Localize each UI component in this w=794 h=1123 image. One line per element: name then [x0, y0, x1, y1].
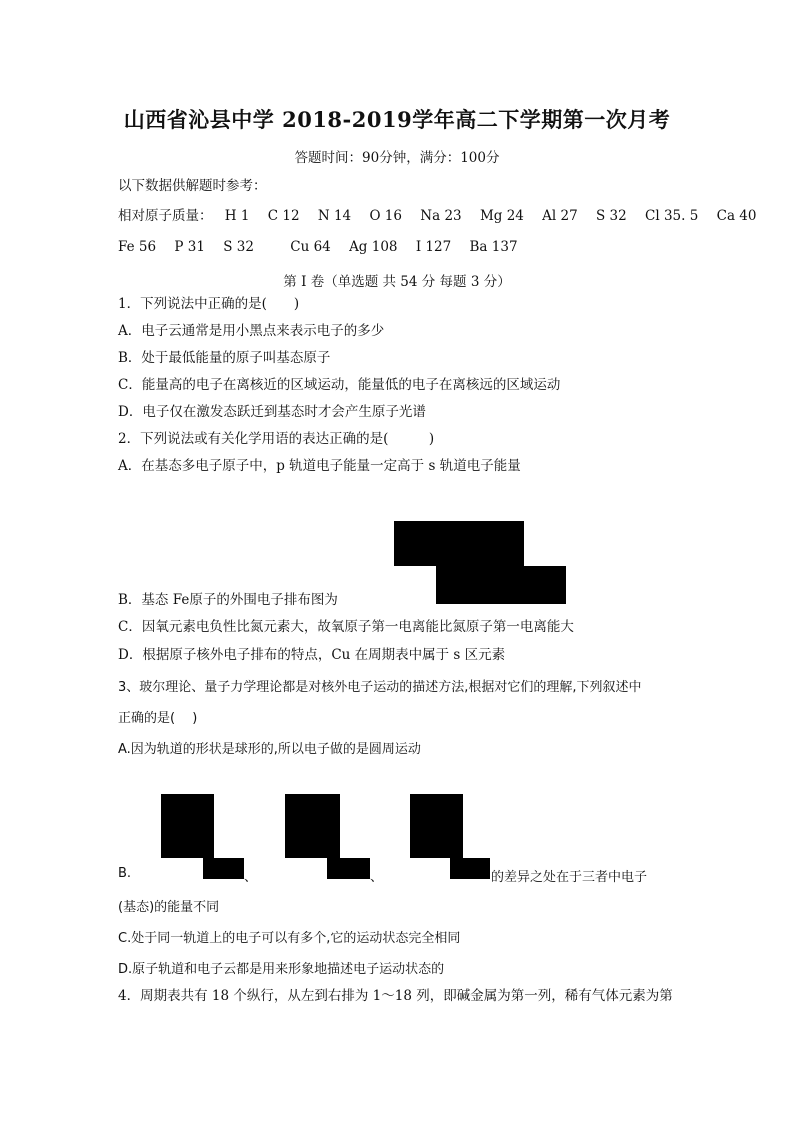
q3-option-b-text: 的差异之处在于三者中电子 — [491, 870, 648, 885]
atomic-mass-item: Fe 56 — [118, 239, 157, 255]
q2-option-a: A．在基态多电子原子中，p 轨道电子能量一定高于 s 轨道电子能量 — [118, 458, 521, 474]
atomic-mass-row-2 — [118, 238, 532, 256]
q2-option-d: D．根据原子核外电子排布的特点，Cu 在周期表中属于 s 区元素 — [118, 647, 506, 663]
atomic-mass-item: Cl 35. 5 — [645, 208, 699, 224]
q1-option-b: B．处于最低能量的原子叫基态原子 — [118, 350, 331, 366]
reference-intro: 以下数据供解题时参考： — [118, 178, 267, 194]
atomic-mass-item: S 32 — [596, 208, 627, 224]
atomic-mass-label: 相对原子质量： — [118, 208, 213, 224]
section-heading: 第 I 卷（单选题 共 54 分 每题 3 分） — [283, 274, 511, 290]
q2-option-b: B．基态 Fe原子的外围电子排布图为 — [118, 592, 338, 608]
q3-stem-line2: 正确的是( ) — [118, 711, 198, 726]
exam-subtitle: 答题时间：90分钟，满分：100分 — [294, 150, 500, 166]
atomic-mass-item: C 12 — [267, 208, 300, 224]
atomic-mass-item: Ba 137 — [469, 239, 518, 255]
q4-stem: 4．周期表共有 18 个纵行，从左到右排为 1～18 列，即碱金属为第一列，稀有气体元素为第 — [118, 988, 673, 1004]
q2-stem: 2．下列说法或有关化学用语的表达正确的是( ) — [118, 431, 435, 447]
atomic-mass-item: O 16 — [369, 208, 402, 224]
atomic-mass-item: Na 23 — [420, 208, 462, 224]
q3-option-b-label: B. — [118, 866, 132, 881]
q1-option-d: D．电子仅在激发态跃迁到基态时才会产生原子光谱 — [118, 404, 426, 420]
atomic-mass-row-1 — [118, 207, 770, 225]
atomic-mass-item: Ag 108 — [349, 239, 398, 255]
q3-option-b-sep2: 、 — [370, 870, 384, 885]
q2-option-c: C．因氧元素电负性比氮元素大，故氧原子第一电离能比氮原子第一电离能大 — [118, 619, 574, 635]
q3-option-b-sep1: 、 — [244, 870, 258, 885]
atomic-mass-item: I 127 — [415, 239, 452, 255]
q1-option-c: C．能量高的电子在离核近的区域运动，能量低的电子在离核远的区域运动 — [118, 377, 561, 393]
atomic-mass-item: S 32 — [223, 239, 254, 255]
atomic-mass-item: N 14 — [317, 208, 352, 224]
atomic-mass-item: Mg 24 — [479, 208, 524, 224]
q3-option-a: A.因为轨道的形状是球形的,所以电子做的是圆周运动 — [118, 742, 421, 757]
q3-option-d: D.原子轨道和电子云都是用来形象地描述电子运动状态的 — [118, 962, 445, 977]
q1-option-a: A．电子云通常是用小黑点来表示电子的多少 — [118, 323, 385, 339]
q3-stem-line1: 3、玻尔理论、量子力学理论都是对核外电子运动的描述方法,根据对它们的理解,下列叙述中 — [118, 680, 642, 695]
q1-stem: 1．下列说法中正确的是( ) — [118, 296, 300, 312]
atomic-mass-item: Cu 64 — [290, 239, 331, 255]
q3-option-c: C.处于同一轨道上的电子可以有多个,它的运动状态完全相同 — [118, 931, 461, 946]
atomic-mass-item: P 31 — [174, 239, 205, 255]
q3-option-b-line2: (基态)的能量不同 — [118, 900, 220, 915]
atomic-mass-item: Ca 40 — [716, 208, 757, 224]
atomic-mass-item: H 1 — [224, 208, 250, 224]
exam-title: 山西省沁县中学 2018-2019学年高二下学期第一次月考 — [123, 107, 671, 132]
atomic-mass-item: Al 27 — [542, 208, 578, 224]
